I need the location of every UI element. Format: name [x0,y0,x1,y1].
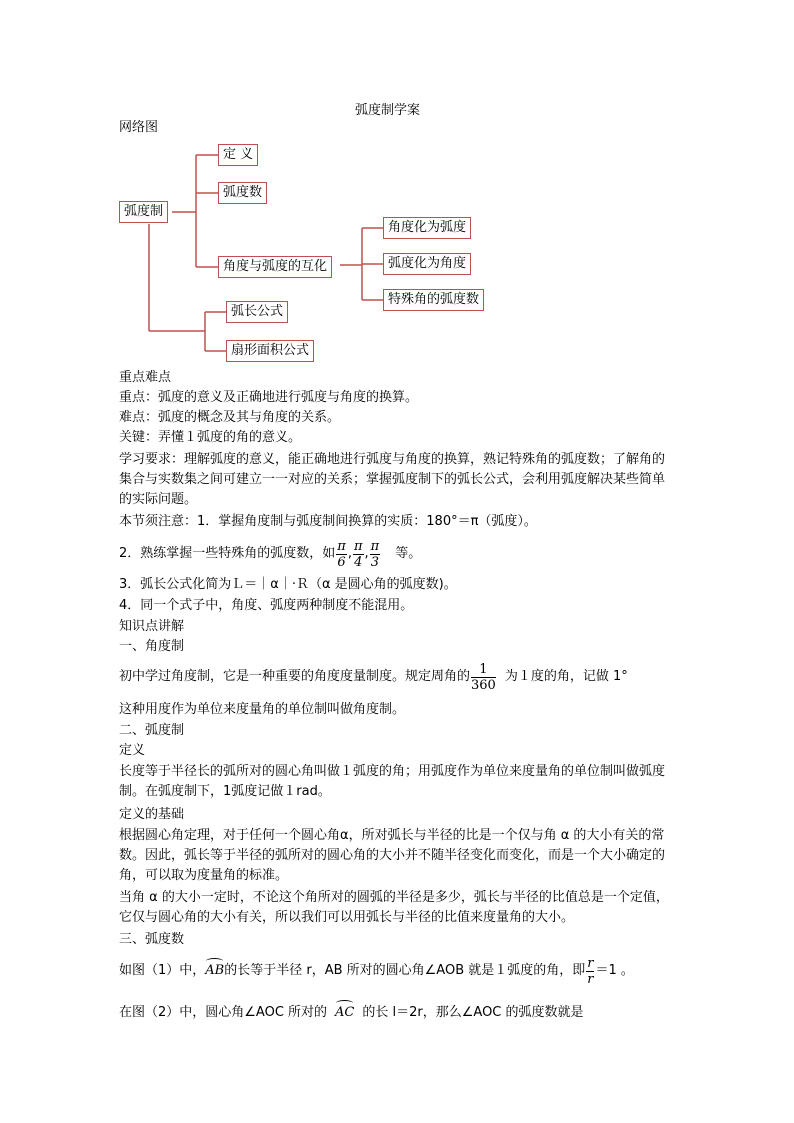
definition-text: 长度等于半径长的弧所对的圆心角叫做１弧度的角；用弧度作为单位来度量角的单位制叫做弧度制。在弧度制下，1弧度记做１rad。 [119,764,666,799]
section-3-text-1-pre: 如图（1）中， [119,963,206,978]
notes-item-4: 4．同一个式子中，角度、弧度两种制度不能混用。 [119,598,414,613]
node-sector-area: 扇形面积公式 [226,340,314,362]
section-3-text-2 [119,1003,677,1023]
keypoints-heading: 重点难点 [119,370,172,385]
page-title: 弧度制学案 [355,103,421,118]
section-1-title: 一、角度制 [119,639,185,654]
notes-item-2-text: 2．熟练掌握一些特殊角的弧度数，如 [119,546,336,561]
notes-item-3: 3．弧长公式化简为Ｌ＝｜α｜·Ｒ（α 是圆心角的弧度数)。 [119,577,457,592]
fraction-pi-4: $\frac{\pi}{4}$ [353,538,363,570]
notes-item-2: 2．熟练掌握一些特殊角的弧度数，如 $\frac{\pi}{6}$ , $\frac{\pi}{4}$ , $\frac{\pi}{3}$ 等。 [119,538,422,570]
node-rad-to-deg: 弧度化为角度 [383,253,471,275]
network-connectors [0,0,794,380]
section-2-title: 二、弧度制 [119,723,185,738]
notes-item-1: 本节须注意：1．掌握角度制与弧度制间换算的实质：180°＝π（弧度）。 [119,514,537,529]
arc-ac: AC [335,1003,354,1023]
section-1-text [119,657,677,697]
section-1-text-pre: 初中学过角度制，它是一种重要的角度度量制度。规定周角的 [119,669,471,684]
basis-heading: 定义的基础 [119,807,185,822]
requirement-paragraph: 学习要求：理解弧度的意义，能正确地进行弧度与角度的换算，熟记特殊角的弧度数；了解角的集合与实数集之间可建立一一对应的关系；掌握弧度制下的弧长公式，会利用弧度解决某些简单的实际问题。 [119,452,666,507]
arc-ab: AB [205,961,224,981]
section-1-text-2: 这种用度作为单位来度量角的单位制叫做角度制。 [119,702,406,717]
node-deg-to-rad: 角度化为弧度 [383,217,471,239]
node-arc-length: 弧长公式 [226,301,288,323]
definition-heading: 定义 [119,743,146,758]
section-3-title: 三、弧度数 [119,932,185,947]
difficulty-line: 难点：弧度的概念及其与角度的关系。 [119,410,341,425]
notes-item-2-end: 等。 [395,546,422,561]
fraction-1-360: $\frac{1}{360}$ [471,661,496,693]
section-3-text-1 [119,951,677,991]
basis-text-1: 根据圆心角定理，对于任何一个圆心角α，所对弧长与半径的比是一个仅与角 α 的大小有关的常数。因此，弧长等于半径的弧所对的圆心角的大小并不随半径变化而变化，而是一个大小确定的角，可以取为度量角的标准。 [119,828,666,883]
section-3-text-2-pre: 在图（2）中，圆心角∠AOC 所对的 [119,1005,328,1020]
basis-text-2: 当角 α 的大小一定时，不论这个角所对的圆弧的半径是多少，弧长与半径的比值总是一个定值，它仅与圆心角的大小有关，所以我们可以用弧长与半径的比值来度量角的大小。 [119,890,669,925]
fraction-pi-3: $\frac{\pi}{3}$ [370,538,380,570]
fraction-pi-6: $\frac{\pi}{6}$ [337,538,346,570]
section-3-text-1-post: ＝1 。 [595,963,634,978]
node-definition: 定 义 [218,144,258,166]
focus-line: 重点：弧度的意义及正确地进行弧度与角度的换算。 [119,390,419,405]
node-root: 弧度制 [119,201,168,223]
section-3-text-1-mid: 的长等于半径 r，AB 所对的圆心角∠AOB 就是１弧度的角，即 [224,963,586,978]
key-line: 关键：弄懂１弧度的角的意义。 [119,430,302,445]
fraction-r-r: $\frac{r}{r}$ [587,955,594,987]
section-1-text-post: 为１度的角，记做 1° [504,669,628,684]
lecture-heading: 知识点讲解 [119,619,185,634]
network-heading: 网络图 [119,120,159,135]
node-special-angles: 特殊角的弧度数 [383,289,484,311]
section-3-text-2-post: 的长 l＝2r，那么∠AOC 的弧度数就是 [362,1005,584,1020]
node-radian-number: 弧度数 [218,182,267,204]
node-conversion: 角度与弧度的互化 [218,256,332,278]
